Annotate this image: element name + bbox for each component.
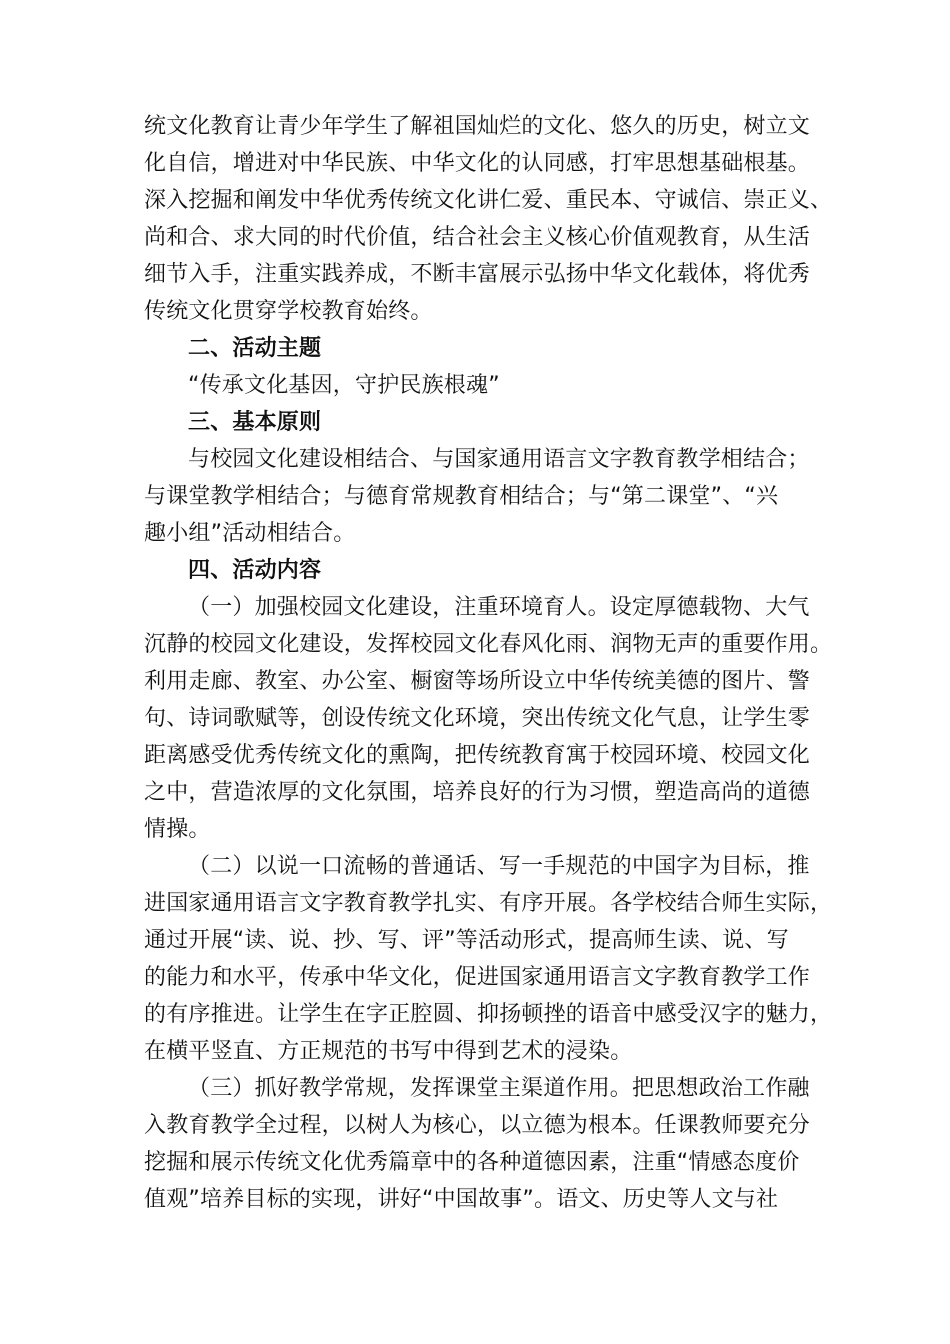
text-line: 进国家通用语言文字教育教学扎实、有序开展。各学校结合师生实际， <box>144 891 833 916</box>
text-line: （一）加强校园文化建设，注重环境育人。设定厚德载物、大气 <box>188 595 810 620</box>
text-line: 挖掘和展示传统文化优秀篇章中的各种道德因素，注重“情感态度价 <box>144 1150 800 1175</box>
text-line: 沉静的校园文化建设，发挥校园文化春风化雨、润物无声的重要作用。 <box>144 632 833 657</box>
text-line: 值观”培养目标的实现，讲好“中国故事”。语文、历史等人文与社 <box>144 1187 779 1212</box>
section-heading: 二、活动主题 <box>188 336 322 361</box>
text-line: 深入挖掘和阐发中华优秀传统文化讲仁爱、重民本、守诚信、崇正义、 <box>144 188 833 213</box>
section-heading: 四、活动内容 <box>188 558 322 583</box>
text-line: （三）抓好教学常规，发挥课堂主渠道作用。把思想政治工作融 <box>188 1076 810 1101</box>
text-line: （二）以说一口流畅的普通话、写一手规范的中国字为目标，推 <box>188 854 810 879</box>
text-line: 入教育教学全过程，以树人为核心，以立德为根本。任课教师要充分 <box>144 1113 811 1138</box>
text-line: 句、诗词歌赋等，创设传统文化环境，突出传统文化气息，让学生零 <box>144 706 811 731</box>
text-line: 趣小组”活动相结合。 <box>144 521 356 546</box>
text-line: 利用走廊、教室、办公室、橱窗等场所设立中华传统美德的图片、警 <box>144 669 811 694</box>
document-page <box>144 108 834 1218</box>
text-line: “传承文化基因，守护民族根魂” <box>188 373 500 398</box>
section-heading: 三、基本原则 <box>188 410 322 435</box>
text-line: 的能力和水平，传承中华文化，促进国家通用语言文字教育教学工作 <box>144 965 811 990</box>
text-line: 与课堂教学相结合；与德育常规教育相结合；与“第二课堂”、“兴 <box>144 484 779 509</box>
text-line: 的有序推进。让学生在字正腔圆、抑扬顿挫的语音中感受汉字的魅力， <box>144 1002 833 1027</box>
text-line: 细节入手，注重实践养成，不断丰富展示弘扬中华文化载体，将优秀 <box>144 262 811 287</box>
text-line: 距离感受优秀传统文化的熏陶，把传统教育寓于校园环境、校园文化 <box>144 743 811 768</box>
text-line: 情操。 <box>144 817 211 842</box>
text-line: 之中，营造浓厚的文化氛围，培养良好的行为习惯，塑造高尚的道德 <box>144 780 811 805</box>
text-line: 通过开展“读、说、抄、写、评”等活动形式，提高师生读、说、写 <box>144 928 789 953</box>
text-line: 在横平竖直、方正规范的书写中得到艺术的浸染。 <box>144 1039 633 1064</box>
text-line: 统文化教育让青少年学生了解祖国灿烂的文化、悠久的历史，树立文 <box>144 114 811 139</box>
text-line: 尚和合、求大同的时代价值，结合社会主义核心价值观教育，从生活 <box>144 225 811 250</box>
text-line: 与校园文化建设相结合、与国家通用语言文字教育教学相结合； <box>188 447 810 472</box>
text-line: 化自信，增进对中华民族、中华文化的认同感，打牢思想基础根基。 <box>144 151 811 176</box>
text-line: 传统文化贯穿学校教育始终。 <box>144 299 433 324</box>
